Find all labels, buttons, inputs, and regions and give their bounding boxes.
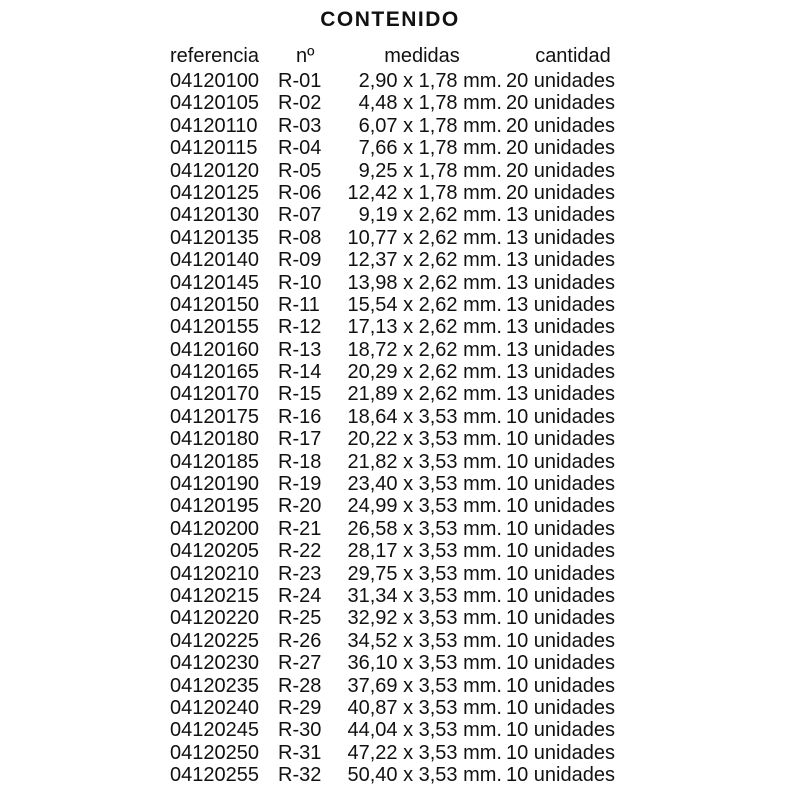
cell-cantidad: 10 unidades bbox=[506, 719, 615, 742]
cell-numero: R-18 bbox=[278, 450, 322, 473]
header-medidas: medidas bbox=[384, 45, 460, 67]
cell-medidas: 17,13 x 2,62 mm. bbox=[347, 316, 502, 339]
contents-table bbox=[170, 43, 640, 787]
table-row bbox=[170, 339, 640, 361]
cell-referencia: 04120235 bbox=[170, 674, 259, 697]
cell-numero: R-04 bbox=[278, 137, 322, 160]
cell-numero: R-13 bbox=[278, 338, 322, 361]
cell-numero: R-23 bbox=[278, 562, 322, 585]
table-row bbox=[170, 428, 640, 450]
cell-medidas: 6,07 x 1,78 mm. bbox=[358, 114, 502, 137]
cell-numero: R-09 bbox=[278, 249, 322, 272]
cell-referencia: 04120230 bbox=[170, 652, 259, 675]
cell-medidas: 40,87 x 3,53 mm. bbox=[347, 696, 502, 719]
cell-referencia: 04120245 bbox=[170, 719, 259, 742]
cell-referencia: 04120200 bbox=[170, 517, 259, 540]
cell-cantidad: 10 unidades bbox=[506, 495, 615, 518]
cell-numero: R-15 bbox=[278, 383, 322, 406]
cell-cantidad: 10 unidades bbox=[506, 473, 615, 496]
cell-numero: R-16 bbox=[278, 405, 322, 428]
cell-cantidad: 13 unidades bbox=[506, 249, 615, 272]
table-row bbox=[170, 652, 640, 674]
cell-cantidad: 10 unidades bbox=[506, 696, 615, 719]
cell-cantidad: 10 unidades bbox=[506, 405, 615, 428]
cell-referencia: 04120185 bbox=[170, 450, 259, 473]
cell-cantidad: 20 unidades bbox=[506, 114, 615, 137]
cell-cantidad: 10 unidades bbox=[506, 517, 615, 540]
cell-medidas: 34,52 x 3,53 mm. bbox=[347, 629, 502, 652]
table-row bbox=[170, 92, 640, 114]
cell-referencia: 04120205 bbox=[170, 540, 259, 563]
cell-numero: R-31 bbox=[278, 741, 322, 764]
cell-cantidad: 13 unidades bbox=[506, 383, 615, 406]
table-row bbox=[170, 518, 640, 540]
cell-cantidad: 13 unidades bbox=[506, 271, 615, 294]
cell-numero: R-27 bbox=[278, 652, 322, 675]
cell-medidas: 29,75 x 3,53 mm. bbox=[347, 562, 502, 585]
header-referencia: referencia bbox=[170, 45, 259, 67]
table-row bbox=[170, 272, 640, 294]
table-row bbox=[170, 70, 640, 92]
cell-cantidad: 13 unidades bbox=[506, 316, 615, 339]
cell-referencia: 04120195 bbox=[170, 495, 259, 518]
cell-medidas: 12,42 x 1,78 mm. bbox=[347, 181, 502, 204]
cell-referencia: 04120145 bbox=[170, 271, 259, 294]
cell-numero: R-21 bbox=[278, 517, 322, 540]
cell-cantidad: 20 unidades bbox=[506, 181, 615, 204]
cell-numero: R-07 bbox=[278, 204, 322, 227]
table-row bbox=[170, 675, 640, 697]
header-cantidad: cantidad bbox=[535, 45, 611, 67]
cell-cantidad: 10 unidades bbox=[506, 584, 615, 607]
cell-medidas: 18,64 x 3,53 mm. bbox=[347, 405, 502, 428]
cell-medidas: 13,98 x 2,62 mm. bbox=[347, 271, 502, 294]
cell-medidas: 24,99 x 3,53 mm. bbox=[347, 495, 502, 518]
cell-medidas: 37,69 x 3,53 mm. bbox=[347, 674, 502, 697]
cell-medidas: 4,48 x 1,78 mm. bbox=[358, 92, 502, 115]
cell-cantidad: 10 unidades bbox=[506, 629, 615, 652]
table-row bbox=[170, 697, 640, 719]
table-row bbox=[170, 227, 640, 249]
cell-referencia: 04120250 bbox=[170, 741, 259, 764]
cell-numero: R-17 bbox=[278, 428, 322, 451]
cell-referencia: 04120210 bbox=[170, 562, 259, 585]
cell-numero: R-12 bbox=[278, 316, 322, 339]
cell-cantidad: 20 unidades bbox=[506, 70, 615, 92]
cell-medidas: 26,58 x 3,53 mm. bbox=[347, 517, 502, 540]
cell-referencia: 04120180 bbox=[170, 428, 259, 451]
cell-medidas: 23,40 x 3,53 mm. bbox=[347, 473, 502, 496]
cell-referencia: 04120130 bbox=[170, 204, 259, 227]
cell-numero: R-10 bbox=[278, 271, 322, 294]
cell-medidas: 31,34 x 3,53 mm. bbox=[347, 584, 502, 607]
cell-referencia: 04120255 bbox=[170, 764, 259, 787]
cell-medidas: 20,29 x 2,62 mm. bbox=[347, 361, 502, 384]
cell-medidas: 15,54 x 2,62 mm. bbox=[347, 293, 502, 316]
cell-cantidad: 10 unidades bbox=[506, 540, 615, 563]
cell-medidas: 47,22 x 3,53 mm. bbox=[347, 741, 502, 764]
cell-cantidad: 20 unidades bbox=[506, 137, 615, 160]
cell-numero: R-20 bbox=[278, 495, 322, 518]
cell-referencia: 04120220 bbox=[170, 607, 259, 630]
cell-referencia: 04120100 bbox=[170, 70, 259, 92]
cell-referencia: 04120160 bbox=[170, 338, 259, 361]
header-numero: nº bbox=[296, 45, 315, 67]
cell-referencia: 04120120 bbox=[170, 159, 259, 182]
table-row bbox=[170, 540, 640, 562]
table-row bbox=[170, 316, 640, 338]
cell-cantidad: 13 unidades bbox=[506, 338, 615, 361]
table-row bbox=[170, 294, 640, 316]
cell-medidas: 21,89 x 2,62 mm. bbox=[347, 383, 502, 406]
cell-medidas: 50,40 x 3,53 mm. bbox=[347, 764, 502, 787]
table-row bbox=[170, 764, 640, 786]
table-row bbox=[170, 406, 640, 428]
table-header-row bbox=[170, 43, 640, 69]
cell-medidas: 28,17 x 3,53 mm. bbox=[347, 540, 502, 563]
cell-cantidad: 10 unidades bbox=[506, 741, 615, 764]
cell-numero: R-05 bbox=[278, 159, 322, 182]
cell-numero: R-19 bbox=[278, 473, 322, 496]
table-row bbox=[170, 563, 640, 585]
cell-numero: R-24 bbox=[278, 584, 322, 607]
table-row bbox=[170, 451, 640, 473]
cell-medidas: 36,10 x 3,53 mm. bbox=[347, 652, 502, 675]
cell-referencia: 04120225 bbox=[170, 629, 259, 652]
page-title: CONTENIDO bbox=[320, 8, 460, 31]
cell-referencia: 04120175 bbox=[170, 405, 259, 428]
cell-referencia: 04120135 bbox=[170, 226, 259, 249]
cell-medidas: 32,92 x 3,53 mm. bbox=[347, 607, 502, 630]
cell-referencia: 04120190 bbox=[170, 473, 259, 496]
cell-cantidad: 10 unidades bbox=[506, 764, 615, 787]
table-row bbox=[170, 249, 640, 271]
cell-referencia: 04120240 bbox=[170, 696, 259, 719]
cell-numero: R-03 bbox=[278, 114, 322, 137]
cell-referencia: 04120155 bbox=[170, 316, 259, 339]
cell-medidas: 2,90 x 1,78 mm. bbox=[358, 70, 502, 92]
table-row bbox=[170, 495, 640, 517]
table-row bbox=[170, 585, 640, 607]
cell-medidas: 18,72 x 2,62 mm. bbox=[347, 338, 502, 361]
cell-numero: R-14 bbox=[278, 361, 322, 384]
cell-numero: R-29 bbox=[278, 696, 322, 719]
cell-cantidad: 13 unidades bbox=[506, 293, 615, 316]
table-row bbox=[170, 742, 640, 764]
cell-referencia: 04120140 bbox=[170, 249, 259, 272]
cell-cantidad: 10 unidades bbox=[506, 562, 615, 585]
table-row bbox=[170, 383, 640, 405]
table-row bbox=[170, 182, 640, 204]
cell-referencia: 04120110 bbox=[170, 114, 258, 137]
cell-numero: R-06 bbox=[278, 181, 322, 204]
table-row bbox=[170, 473, 640, 495]
cell-cantidad: 13 unidades bbox=[506, 226, 615, 249]
cell-cantidad: 10 unidades bbox=[506, 607, 615, 630]
cell-referencia: 04120125 bbox=[170, 181, 259, 204]
table-row bbox=[170, 137, 640, 159]
cell-numero: R-26 bbox=[278, 629, 322, 652]
cell-cantidad: 13 unidades bbox=[506, 204, 615, 227]
cell-medidas: 44,04 x 3,53 mm. bbox=[347, 719, 502, 742]
cell-referencia: 04120115 bbox=[170, 137, 258, 160]
cell-referencia: 04120170 bbox=[170, 383, 259, 406]
cell-numero: R-22 bbox=[278, 540, 322, 563]
table-row bbox=[170, 204, 640, 226]
cell-medidas: 9,25 x 1,78 mm. bbox=[358, 159, 502, 182]
cell-numero: R-08 bbox=[278, 226, 322, 249]
table-row bbox=[170, 719, 640, 741]
table-row bbox=[170, 160, 640, 182]
cell-referencia: 04120215 bbox=[170, 584, 259, 607]
cell-numero: R-02 bbox=[278, 92, 322, 115]
cell-numero: R-32 bbox=[278, 764, 322, 787]
cell-numero: R-30 bbox=[278, 719, 322, 742]
table-row bbox=[170, 115, 640, 137]
cell-referencia: 04120150 bbox=[170, 293, 259, 316]
cell-referencia: 04120105 bbox=[170, 92, 259, 115]
cell-medidas: 10,77 x 2,62 mm. bbox=[347, 226, 502, 249]
cell-numero: R-11 bbox=[278, 293, 320, 316]
cell-medidas: 9,19 x 2,62 mm. bbox=[358, 204, 502, 227]
cell-medidas: 21,82 x 3,53 mm. bbox=[347, 450, 502, 473]
cell-numero: R-28 bbox=[278, 674, 322, 697]
cell-numero: R-25 bbox=[278, 607, 322, 630]
cell-cantidad: 20 unidades bbox=[506, 92, 615, 115]
cell-cantidad: 10 unidades bbox=[506, 450, 615, 473]
table-row bbox=[170, 607, 640, 629]
cell-medidas: 20,22 x 3,53 mm. bbox=[347, 428, 502, 451]
cell-cantidad: 20 unidades bbox=[506, 159, 615, 182]
table-body bbox=[170, 70, 640, 787]
cell-cantidad: 10 unidades bbox=[506, 652, 615, 675]
cell-medidas: 12,37 x 2,62 mm. bbox=[347, 249, 502, 272]
cell-cantidad: 10 unidades bbox=[506, 674, 615, 697]
table-row bbox=[170, 630, 640, 652]
table-row bbox=[170, 361, 640, 383]
cell-referencia: 04120165 bbox=[170, 361, 259, 384]
cell-cantidad: 10 unidades bbox=[506, 428, 615, 451]
cell-medidas: 7,66 x 1,78 mm. bbox=[358, 137, 502, 160]
cell-cantidad: 13 unidades bbox=[506, 361, 615, 384]
cell-numero: R-01 bbox=[278, 70, 322, 92]
